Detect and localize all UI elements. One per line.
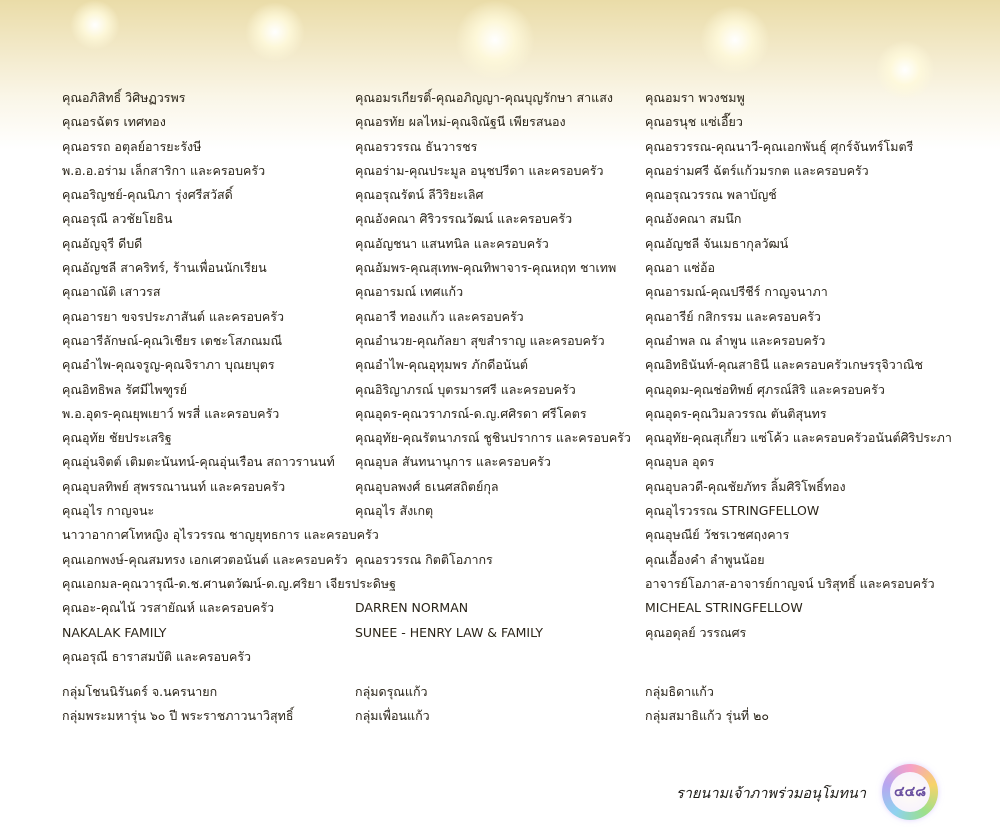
donor-name-line: คุณเอกมล-คุณวารุณี-ด.ช.ศานตวัฒน์-ด.ญ.ศริยา เจียรประดิษฐ (62, 575, 396, 591)
donor-name-line: คุณอิทธินันท์-คุณสาธินี และครอบครัวเกษรรุจิวาณิช (645, 357, 923, 373)
donor-name-line: คุณอา แซ่อ้อ (645, 260, 716, 276)
donor-name-line: คุณอุบล สันทนานุการ และครอบครัว (355, 454, 551, 470)
page-number: ๔๔๘ (890, 772, 930, 812)
donor-name-line: คุณอัญชลี สาคริทร์, ร้านเพื่อนนักเรียน (62, 260, 267, 276)
donor-name-line: คุณอุทัย-คุณสุเกี้ยว แซ่โค้ว และครอบครัวอนันต์ศิริประภา (645, 430, 952, 446)
donor-name-line: คุณอรรถ อตุลย์อารยะรังษี (62, 138, 202, 154)
donor-name-line: คุณอรุณวรรณ พลาบัญช์ (645, 187, 777, 203)
donor-name-line: คุณอรุณี ธาราสมบัติ และครอบครัว (62, 648, 252, 664)
donor-name-line: DARREN NORMAN (355, 600, 469, 616)
donor-name-line: SUNEE - HENRY LAW & FAMILY (355, 624, 544, 640)
donor-column-3 (645, 86, 995, 669)
donor-name-line (355, 523, 645, 547)
donor-name-line (355, 572, 645, 596)
donor-name-line: คุณอำนวย-คุณกัลยา สุขสำราญ และครอบครัว (355, 332, 605, 348)
donor-name-line: คุณอุดม-คุณช่อทิพย์ ศุภรณ์สิริ และครอบครัว (645, 381, 885, 397)
donor-name-line: คุณอมรา พวงชมพู (645, 90, 745, 105)
donor-name-line: NAKALAK FAMILY (62, 624, 167, 640)
group-column-3 (645, 680, 769, 728)
donor-name-line: คุณอรวรรณ ธันวารชร (355, 138, 478, 154)
group-name: กลุ่มพระมหารุ่น ๖๐ ปี พระราชภาวนาวิสุทธิ์ (62, 708, 294, 723)
donor-name-line: คุณอรวรรณ กิตติโอภากร (355, 551, 493, 567)
donor-name-line: อาจารย์โอภาส-อาจารย์กาญจน์ บริสุทธิ์ และครอบครัว (645, 575, 935, 591)
donor-name-line: คุณอร่ามศรี ฉัตร์แก้วมรกต และครอบครัว (645, 162, 869, 178)
donor-name-line: คุณอุทัย-คุณรัตนาภรณ์ ชูชินปราการ และครอบครัว (355, 430, 631, 446)
donor-name-line: คุณอุดร-คุณวิมลวรรณ ตันติสุนทร (645, 405, 827, 421)
donor-name-line: คุณอารมณ์ เทศแก้ว (355, 284, 464, 300)
donor-name-line: คุณอารี ทองแก้ว และครอบครัว (355, 308, 524, 324)
donor-name-line: คุณอังคณา สมนึก (645, 211, 742, 227)
donor-name-line: พ.อ.อุดร-คุณยุพเยาว์ พรสี่ และครอบครัว (62, 405, 280, 421)
donor-name-line: คุณอารีย์ กสิกรรม และครอบครัว (645, 308, 821, 324)
donor-name-line: คุณอรนุช แซ่เอี๊ยว (645, 114, 743, 130)
donor-name-line: คุณเอื้องคำ ลำพูนน้อย (645, 551, 765, 567)
group-name: กลุ่มโชนนิรันดร์ จ.นครนายก (62, 684, 218, 699)
group-name: กลุ่มดรุณแก้ว (355, 684, 428, 699)
donor-name-line: คุณอรทัย ผลไหม่-คุณจิณัฐนี เพียรสนอง (355, 114, 566, 130)
donor-name-line: คุณอุบลทิพย์ สุพรรณานนท์ และครอบครัว (62, 478, 286, 494)
sparkle-decoration (700, 5, 770, 75)
donor-name-line: คุณอุทัย ชัยประเสริฐ (62, 430, 172, 446)
donor-name-line: คุณอรุณรัตน์ ลีวิริยะเลิศ (355, 187, 484, 203)
donor-name-line: คุณอรุณี ลวชัยโยธิน (62, 211, 173, 227)
group-column-1 (62, 680, 294, 728)
donor-name-line: คุณอุบลพงศ์ ธเนศสถิตย์กุล (355, 478, 499, 494)
donor-name-line: คุณอุดร-คุณวราภรณ์-ด.ญ.ศศิรดา ศรีโคตร (355, 405, 587, 421)
donor-name-line: คุณอัญจุรี ดีบดี (62, 235, 143, 251)
footer-title: รายนามเจ้าภาพร่วมอนุโมทนา (676, 786, 866, 802)
sparkle-decoration (455, 0, 535, 80)
donor-name-line: คุณอัญชนา แสนทนิล และครอบครัว (355, 235, 549, 251)
donor-name-line: คุณอิริญาภรณ์ บุตรมารศรี และครอบครัว (355, 381, 576, 397)
page-number-badge (882, 764, 938, 820)
donor-name-line: คุณอุไร สังเกตุ (355, 503, 434, 519)
donor-column-2 (355, 86, 645, 669)
donor-name-line: คุณอารมณ์-คุณปรีชีร์ กาญจนาภา (645, 284, 828, 300)
donor-name-line: คุณอำพล ณ ลำพูน และครอบครัว (645, 332, 826, 348)
donor-name-line: คุณอุไรวรรณ STRINGFELLOW (645, 503, 820, 519)
donor-name-line: คุณอรวรรณ-คุณนาวี-คุณเอกพันธุ์ ศุกร์จันทร์โมตรี (645, 138, 914, 154)
donor-name-line: คุณอุบล อุดร (645, 454, 715, 470)
donor-name-line: คุณอำไพ-คุณจรูญ-คุณจิราภา บุณยบุตร (62, 357, 275, 373)
donor-name-line: คุณอาณัติ เสาวรส (62, 284, 161, 300)
donor-name-line: คุณอัญชลี จันเมธากุลวัฒน์ (645, 235, 789, 251)
donor-name-line: คุณอารยา ขจรประภาสันต์ และครอบครัว (62, 308, 285, 324)
donor-name-line: คุณอริญชย์-คุณนิภา รุ่งศรีสวัสดิ์ (62, 187, 233, 203)
donor-name-line: คุณอดุลย์ วรรณศร (645, 624, 747, 640)
group-name: กลุ่มสมาธิแก้ว รุ่นที่ ๒๐ (645, 708, 769, 723)
donor-name-line: คุณอัมพร-คุณสุเทพ-คุณทิพาจาร-คุณหฤท ชาเทพ (355, 260, 617, 276)
donor-name-line: คุณอร่าม-คุณประมูล อนุชปรีดา และครอบครัว (355, 162, 604, 178)
donor-name-line: คุณอารีลักษณ์-คุณวิเชียร เตชะโสภณมณี (62, 332, 283, 348)
donor-name-line: MICHEAL STRINGFELLOW (645, 600, 803, 616)
donor-name-line (645, 645, 995, 669)
group-name: กลุ่มเพื่อนแก้ว (355, 708, 430, 723)
sparkle-decoration (70, 0, 120, 50)
donor-name-line: คุณอำไพ-คุณอุทุมพร ภักดีอนันต์ (355, 357, 529, 373)
donor-name-line (355, 645, 645, 669)
donor-name-line: คุณอิทธิพล รัศมีไพฑูรย์ (62, 381, 188, 397)
group-name: กลุ่มธิดาแก้ว (645, 684, 714, 699)
donor-name-line: คุณอมรเกียรติ์-คุณอภิญญา-คุณบุญรักษา สาแสง (355, 90, 613, 105)
donor-name-line: คุณอุไร กาญจนะ (62, 503, 155, 519)
donor-name-line: คุณอรฉัตร เทศทอง (62, 114, 166, 130)
donor-name-line: คุณอภิสิทธิ์ วิศิษฏวรพร (62, 90, 186, 105)
donor-name-line: คุณอังคณา ศิริวรรณวัฒน์ และครอบครัว (355, 211, 573, 227)
donor-name-line: คุณอะ-คุณไน้ วรสายัณห์ และครอบครัว (62, 600, 275, 616)
donor-name-line: คุณอุบลวดี-คุณชัยภัทร ลิ้มศิริโพธิ์ทอง (645, 478, 846, 494)
donor-name-line: คุณอุษณีย์ วัชรเวชศฤงคาร (645, 527, 790, 543)
sparkle-decoration (245, 2, 305, 62)
donor-name-line: คุณเอกพงษ์-คุณสมทรง เอกเศวตอนันต์ และครอบครัว (62, 551, 348, 567)
donor-name-line: คุณอุ่นจิตต์ เติมตะนันทน์-คุณอุ่นเรือน สถาวรานนท์ (62, 454, 335, 470)
donor-name-line: นาวาอากาศโทหญิง อุไรวรรณ ชาญยุทธการ และครอบครัว (62, 527, 379, 543)
group-column-2 (355, 680, 430, 728)
donor-name-line: พ.อ.อ.อร่าม เล็กสาริกา และครอบครัว (62, 162, 266, 178)
